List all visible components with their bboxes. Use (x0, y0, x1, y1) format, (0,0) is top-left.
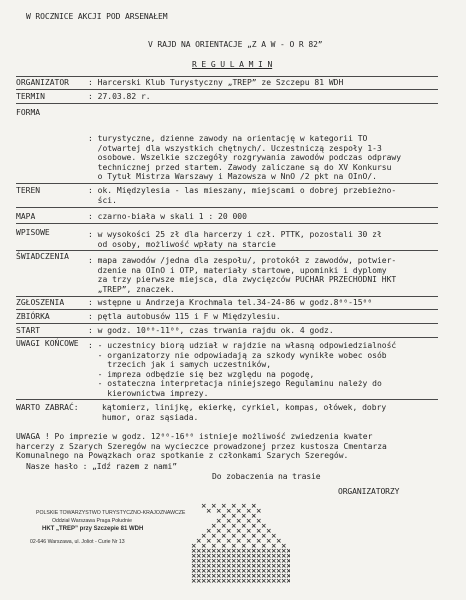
logo-stitch (227, 559, 231, 563)
logo-stitch (202, 564, 206, 568)
value-zbiorka (88, 312, 281, 322)
logo-stitch (232, 504, 236, 508)
text-line: osobowe. Wszelkie szczegóły rozgrywania zawodów podczas odprawy (88, 153, 402, 162)
anniversary-heading: W ROCZNICE AKCJI POD ARSENAŁEM (26, 12, 168, 21)
text-line: : - uczestnicy biorą udział w rajdzie na własną odpowiedzialność (88, 341, 397, 350)
divider (16, 207, 438, 208)
logo-stitch (237, 579, 241, 583)
logo-stitch (197, 579, 201, 583)
logo-stitch (192, 544, 196, 548)
logo-stitch (282, 564, 286, 568)
logo-stitch (222, 559, 226, 563)
logo-stitch (282, 574, 286, 578)
logo-stitch (212, 544, 216, 548)
label-zbiorka: ZBIÓRKA (16, 312, 50, 321)
value-start (88, 326, 334, 336)
label-swiadczenia: ŚWIADCZENIA (16, 252, 69, 261)
logo-stitch (222, 554, 226, 558)
logo-stitch (282, 559, 286, 563)
logo-stitch (267, 574, 271, 578)
logo-stitch (277, 559, 281, 563)
logo-stitch (222, 569, 226, 573)
logo-stitch (277, 539, 281, 543)
logo-stitch (257, 559, 261, 563)
logo-stitch (222, 524, 226, 528)
logo-stitch (282, 569, 286, 573)
logo-stitch (262, 524, 266, 528)
farewell: Do zobaczenia na trasie (212, 472, 321, 481)
logo-stitch (272, 559, 276, 563)
logo-stitch (192, 574, 196, 578)
label-warto: WARTO ZABRAĆ: (16, 403, 79, 412)
logo-stitch (217, 519, 221, 523)
logo-stitch (272, 569, 276, 573)
logo-stitch (192, 559, 196, 563)
logo-stitch (272, 544, 276, 548)
logo-stitch (207, 574, 211, 578)
logo-stitch (242, 524, 246, 528)
logo-stitch (267, 559, 271, 563)
stamp-line-2: Oddział Warszawa Praga Południe (52, 518, 132, 524)
logo-stitch (212, 564, 216, 568)
logo-stitch (262, 559, 266, 563)
logo-stitch (257, 574, 261, 578)
logo-stitch (262, 569, 266, 573)
logo-stitch (242, 579, 246, 583)
logo-stitch (287, 569, 290, 573)
text-line: : wstępne u Andrzeja Krochmala tel.34-24-86 w godz.8⁰⁰-15⁰⁰ (88, 298, 373, 307)
logo-stitch (237, 559, 241, 563)
divider (16, 89, 438, 90)
logo-stitch (242, 544, 246, 548)
logo-stitch (212, 559, 216, 563)
logo-stitch (247, 564, 251, 568)
logo-stitch (192, 569, 196, 573)
divider (16, 250, 438, 251)
logo-stitch (272, 549, 276, 553)
logo-stitch (237, 539, 241, 543)
logo-stitch (232, 554, 236, 558)
stamp-line-4: 02-646 Warszawa, ul. Joliot - Curie Nr 13 (30, 539, 125, 545)
value-swiadczenia (88, 256, 396, 294)
logo-stitch (242, 554, 246, 558)
logo-stitch (257, 529, 261, 533)
text-line: : turystyczne, dzienne zawody na orientację w kategorii TO (88, 134, 368, 143)
text-line: - impreza odbędzie się bez względu na pogodę, (88, 369, 315, 379)
text-line: ści. (88, 195, 117, 205)
logo-stitch (247, 539, 251, 543)
logo-stitch (242, 559, 246, 563)
logo-stitch (262, 544, 266, 548)
logo-stitch (237, 574, 241, 578)
logo-stitch (197, 559, 201, 563)
logo-stitch (222, 574, 226, 578)
logo-stitch (277, 564, 281, 568)
logo-stitch (212, 524, 216, 528)
logo-stitch (262, 534, 266, 538)
logo-stitch (237, 509, 241, 513)
text-line: - ostateczna interpretacja niniejszego Regulaminu należy do (88, 379, 382, 388)
logo-stitch (272, 574, 276, 578)
club-logo-icon (190, 502, 290, 586)
divider (16, 323, 438, 324)
logo-stitch (257, 519, 261, 523)
logo-stitch (237, 569, 241, 573)
logo-stitch (287, 554, 290, 558)
logo-stitch (247, 519, 251, 523)
logo-stitch (192, 554, 196, 558)
logo-stitch (212, 569, 216, 573)
divider (16, 296, 438, 297)
logo-stitch (262, 549, 266, 553)
logo-stitch (202, 579, 206, 583)
text-line: : ok. Międzylesia - las mieszany, miejscami o dobrej przebieżno- (88, 186, 397, 195)
logo-stitch (282, 549, 286, 553)
text-line: : mapa zawodów /jedna dla zespołu/, protokół z zawodów, potwier- (88, 256, 397, 265)
text-line: /otwartej dla wszystkich chętnych/. Uczestniczą zespoły 1-3 (88, 143, 382, 153)
logo-stitch (277, 569, 281, 573)
label-teren: TEREN (16, 186, 41, 195)
logo-stitch (232, 534, 236, 538)
logo-stitch (267, 554, 271, 558)
logo-stitch (277, 579, 281, 583)
logo-stitch (227, 574, 231, 578)
logo-stitch (252, 524, 256, 528)
logo-stitch (237, 529, 241, 533)
text-line: od osoby, możliwość wpłaty na starcie (88, 239, 276, 249)
logo-stitch (217, 569, 221, 573)
logo-stitch (222, 514, 226, 518)
text-line: : 27.03.82 r. (88, 92, 151, 101)
logo-stitch (232, 524, 236, 528)
logo-stitch (222, 564, 226, 568)
logo-stitch (257, 509, 261, 513)
logo-stitch (227, 569, 231, 573)
text-line: : w godz. 10⁰⁰-11⁰⁰, czas trwania rajdu ok. 4 godz. (88, 326, 334, 335)
logo-stitch (267, 579, 271, 583)
logo-stitch (222, 534, 226, 538)
logo-stitch (247, 509, 251, 513)
logo-stitch (212, 574, 216, 578)
logo-stitch (252, 574, 256, 578)
divider (16, 337, 438, 338)
logo-stitch (287, 549, 290, 553)
logo-stitch (217, 509, 221, 513)
logo-stitch (222, 579, 226, 583)
logo-stitch (232, 544, 236, 548)
logo-stitch (207, 554, 211, 558)
logo-stitch (202, 559, 206, 563)
logo-stitch (262, 554, 266, 558)
logo-stitch (232, 559, 236, 563)
logo-stitch (252, 564, 256, 568)
event-title: V RAJD NA ORIENTACJE „Z A W - O R 82” (148, 40, 323, 49)
logo-stitch (237, 564, 241, 568)
logo-stitch (192, 564, 196, 568)
logo-stitch (272, 579, 276, 583)
logo-stitch (232, 569, 236, 573)
text-line: : w wysokości 25 zł dla harcerzy i czł. PTTK, pozostali 30 zł (88, 230, 382, 239)
logo-stitch (287, 579, 290, 583)
label-organizator: ORGANIZATOR (16, 78, 69, 87)
logo-stitch (202, 574, 206, 578)
logo-stitch (227, 539, 231, 543)
logo-stitch (252, 514, 256, 518)
value-mapa (88, 212, 247, 222)
logo-stitch (217, 564, 221, 568)
logo-stitch (192, 579, 196, 583)
logo-stitch (202, 569, 206, 573)
logo-stitch (267, 549, 271, 553)
text-line: kątomierz, linijkę, ekierkę, cyrkiel, kompas, ołówek, dobry (102, 403, 387, 412)
label-termin: TERMIN (16, 92, 45, 101)
logo-stitch (282, 554, 286, 558)
text-line: za trzy pierwsze miejsca, dla zwycięzców PUCHAR PRZECHODNI HKT (88, 275, 397, 284)
logo-stitch (217, 574, 221, 578)
logo-stitch (242, 514, 246, 518)
logo-stitch (287, 559, 290, 563)
logo-stitch (267, 569, 271, 573)
logo-stitch (217, 559, 221, 563)
value-zgloszenia (88, 298, 372, 308)
text-line: technicznej przed startem. Zawody zaliczane są do XV Konkursu (88, 162, 392, 172)
logo-stitch (257, 554, 261, 558)
logo-stitch (267, 529, 271, 533)
logo-stitch (282, 544, 286, 548)
value-teren (88, 186, 396, 205)
label-zgloszenia: ZGŁOSZENIA (16, 298, 65, 307)
logo-stitch (242, 574, 246, 578)
logo-stitch (277, 554, 281, 558)
logo-stitch (242, 534, 246, 538)
logo-stitch (207, 564, 211, 568)
logo-stitch (257, 569, 261, 573)
value-uwagi (88, 341, 396, 398)
logo-stitch (207, 569, 211, 573)
logo-stitch (242, 549, 246, 553)
logo-stitch (202, 504, 206, 508)
logo-stitch (267, 564, 271, 568)
logo-stitch (272, 534, 276, 538)
value-organizator (88, 78, 343, 88)
logo-stitch (227, 519, 231, 523)
logo-stitch (247, 579, 251, 583)
text-line: dzenie na OInO i OTP, materiały startowe, upominki i dyplomy (88, 265, 387, 275)
divider (16, 103, 438, 104)
notice-paragraph (16, 432, 387, 461)
logo-stitch (262, 574, 266, 578)
value-warto (102, 403, 386, 422)
text-line: harcerzy z Szarych Szeregów na wycieczce prowadzonej przez kustosza Cmentarza (16, 441, 387, 451)
logo-stitch (287, 574, 290, 578)
text-line: humor, oraz sąsiada. (102, 412, 199, 422)
logo-stitch (262, 564, 266, 568)
logo-stitch (222, 544, 226, 548)
label-forma: FORMA (16, 108, 41, 117)
logo-stitch (197, 549, 201, 553)
logo-stitch (217, 539, 221, 543)
logo-stitch (237, 519, 241, 523)
logo-stitch (232, 574, 236, 578)
text-line: UWAGA ! Po imprezie w godz. 12⁰⁰-16⁰⁰ istnieje możliwość zwiedzenia kwater (16, 432, 373, 441)
logo-stitch (252, 534, 256, 538)
logo-stitch (217, 529, 221, 533)
text-line: kierownictwa imprezy. (88, 388, 209, 398)
logo-stitch (217, 554, 221, 558)
logo-stitch (217, 549, 221, 553)
logo-stitch (207, 509, 211, 513)
logo-stitch (232, 564, 236, 568)
motto: Nasze hasło : „Idź razem z nami” (26, 462, 177, 471)
value-wpisowe (88, 230, 382, 249)
text-line: trzecich jak i samych uczestników, (88, 360, 272, 369)
logo-stitch (237, 554, 241, 558)
logo-stitch (232, 514, 236, 518)
logo-stitch (202, 554, 206, 558)
logo-stitch (257, 579, 261, 583)
text-line: Komunalnego na Powązkach oraz spotkanie z członkami Szarych Szeregów. (16, 451, 349, 460)
logo-stitch (227, 579, 231, 583)
divider (16, 399, 438, 400)
logo-stitch (257, 539, 261, 543)
logo-stitch (252, 504, 256, 508)
logo-stitch (227, 554, 231, 558)
text-line: : Harcerski Klub Turystyczny „TREP” ze Szczepu 81 WDH (88, 78, 344, 87)
logo-stitch (247, 554, 251, 558)
label-mapa: MAPA (16, 212, 36, 221)
logo-stitch (212, 579, 216, 583)
logo-stitch (207, 529, 211, 533)
logo-stitch (237, 549, 241, 553)
logo-stitch (197, 574, 201, 578)
logo-stitch (207, 539, 211, 543)
logo-stitch (222, 549, 226, 553)
divider (16, 76, 438, 77)
logo-stitch (252, 554, 256, 558)
text-line: : czarno-biała w skali 1 : 20 000 (88, 212, 247, 221)
logo-stitch (277, 549, 281, 553)
value-forma (88, 134, 401, 182)
logo-stitch (212, 534, 216, 538)
value-termin (88, 92, 151, 102)
logo-stitch (207, 559, 211, 563)
divider (16, 223, 438, 224)
text-line: o Tytuł Mistrza Warszawy i Mazowsza w NnO /2 pkt na OInO/. (88, 172, 377, 181)
rules-title: R E G U L A M I N (192, 60, 273, 69)
logo-stitch (212, 549, 216, 553)
logo-stitch (212, 504, 216, 508)
logo-stitch (272, 564, 276, 568)
logo-stitch (242, 504, 246, 508)
logo-stitch (202, 544, 206, 548)
signature: ORGANIZATORZY (338, 487, 400, 496)
logo-stitch (212, 554, 216, 558)
logo-stitch (202, 534, 206, 538)
logo-stitch (257, 549, 261, 553)
label-wpisowe: WPISOWE (16, 228, 50, 237)
logo-stitch (197, 569, 201, 573)
label-start: START (16, 326, 41, 335)
text-line: „TREP”, znaczek. (88, 284, 175, 294)
label-uwagi: UWAGI KOŃCOWE (16, 339, 79, 348)
logo-stitch (282, 579, 286, 583)
logo-stitch (227, 549, 231, 553)
logo-stitch (277, 574, 281, 578)
logo-stitch (242, 564, 246, 568)
stamp-line-1: POLSKIE TOWARZYSTWO TURYSTYCZNO-KRAJOZNAWCZE (36, 510, 186, 516)
logo-stitch (252, 549, 256, 553)
logo-stitch (252, 579, 256, 583)
logo-stitch (257, 564, 261, 568)
logo-stitch (247, 574, 251, 578)
logo-stitch (227, 529, 231, 533)
logo-stitch (202, 549, 206, 553)
text-line: - organizatorzy nie odpowiadają za szkody wynikłe wobec osób (88, 350, 387, 360)
logo-stitch (262, 579, 266, 583)
logo-stitch (267, 539, 271, 543)
logo-stitch (232, 549, 236, 553)
stamp-line-3: HKT „TREP” przy Szczepie 81 WDH (42, 526, 144, 532)
logo-stitch (232, 579, 236, 583)
logo-stitch (242, 569, 246, 573)
logo-stitch (197, 539, 201, 543)
logo-stitch (207, 549, 211, 553)
divider (16, 183, 438, 184)
logo-stitch (247, 529, 251, 533)
logo-stitch (247, 549, 251, 553)
logo-stitch (272, 554, 276, 558)
text-line: : pętla autobusów 115 i F w Międzylesiu. (88, 312, 281, 321)
logo-stitch (222, 504, 226, 508)
logo-stitch (197, 554, 201, 558)
logo-stitch (227, 509, 231, 513)
logo-stitch (197, 564, 201, 568)
logo-stitch (247, 569, 251, 573)
logo-stitch (192, 549, 196, 553)
logo-stitch (287, 564, 290, 568)
logo-stitch (227, 564, 231, 568)
logo-stitch (252, 559, 256, 563)
divider (16, 309, 438, 310)
logo-stitch (247, 559, 251, 563)
logo-stitch (217, 579, 221, 583)
logo-stitch (207, 579, 211, 583)
logo-stitch (252, 544, 256, 548)
logo-stitch (252, 569, 256, 573)
